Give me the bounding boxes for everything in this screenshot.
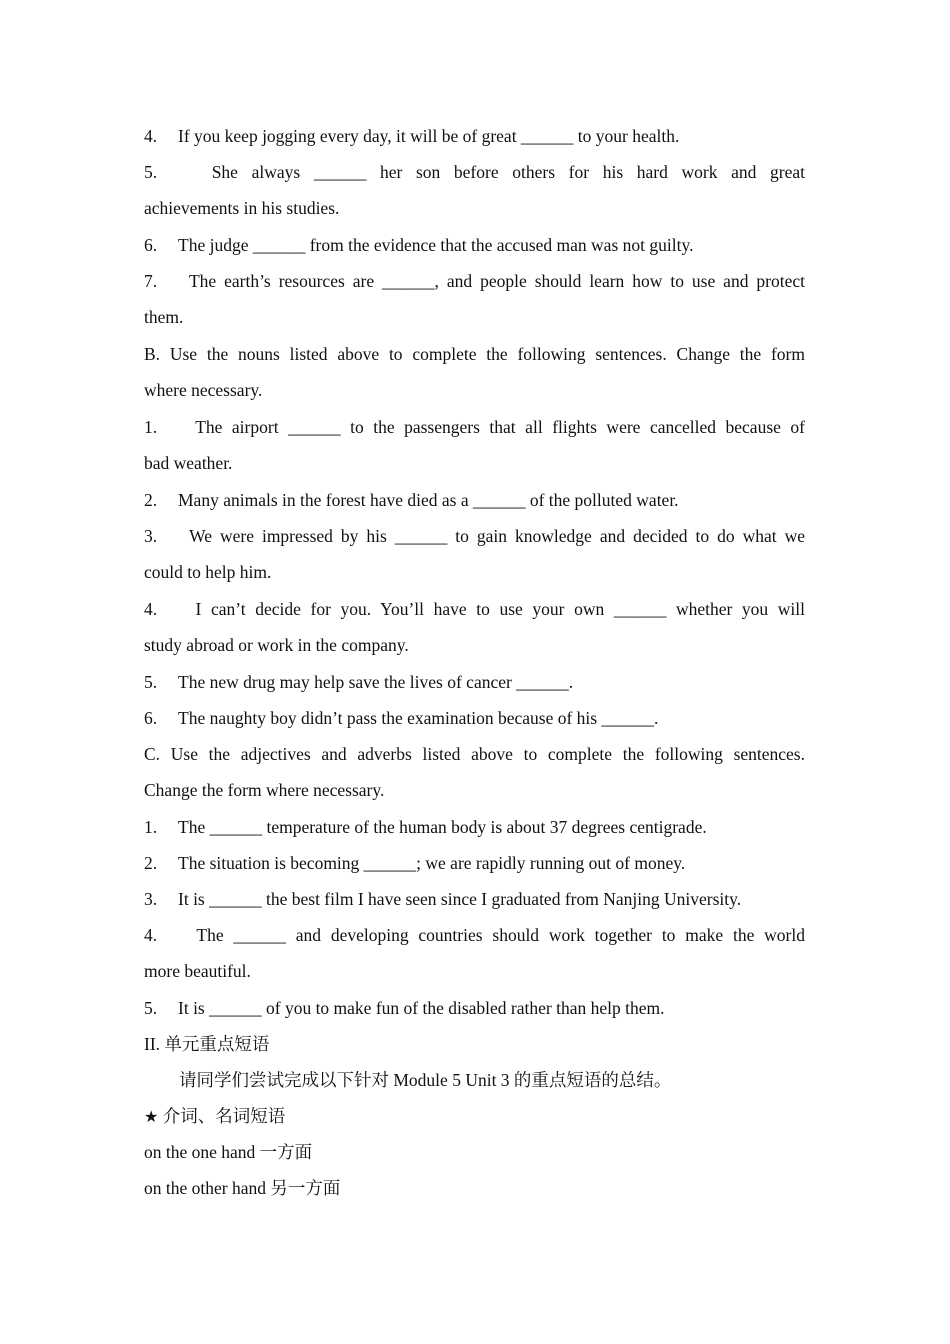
exercise-item [144, 518, 805, 554]
item-number: 5. [144, 672, 158, 692]
exercise-item [144, 263, 805, 299]
item-text: The ______ temperature of the human body is about 37 degrees centigrade. [178, 817, 707, 837]
section-b [144, 336, 805, 736]
item-text: The judge ______ from the evidence that the accused man was not guilty. [178, 235, 694, 255]
exercise-item [144, 845, 805, 881]
phrase-item: on the one hand 一方面 [144, 1142, 313, 1162]
item-text: She always ______ her son before others for his hard work and great [211, 162, 806, 182]
item-continuation: could to help him. [144, 562, 272, 582]
item-number: 3. [144, 889, 158, 909]
item-text: I can’t decide for you. You’ll have to use your own ______ whether you will [195, 599, 806, 619]
exercise-item [144, 118, 805, 154]
item-number: 7. [144, 271, 158, 291]
phrase-item: on the other hand 另一方面 [144, 1178, 341, 1198]
section-b-heading-cont: where necessary. [144, 380, 263, 400]
item-number: 6. [144, 235, 158, 255]
exercise-item [144, 700, 805, 736]
section-ii-heading: II. 单元重点短语 [144, 1034, 270, 1054]
section-c-heading: C. Use the adjectives and adverbs listed above to complete the following sentences. [144, 744, 805, 764]
section-b-heading: B. Use the nouns listed above to complete the following sentences. Change the form [144, 344, 805, 364]
item-text: The new drug may help save the lives of cancer ______. [178, 672, 574, 692]
item-text: The situation is becoming ______; we are rapidly running out of money. [178, 853, 686, 873]
section-ii [144, 1026, 805, 1206]
item-text: It is ______ the best film I have seen since I graduated from Nanjing University. [178, 889, 742, 909]
document-page [144, 118, 805, 1206]
exercise-item [144, 917, 805, 953]
item-text: Many animals in the forest have died as a ______ of the polluted water. [178, 490, 679, 510]
item-text: We were impressed by his ______ to gain knowledge and decided to do what we [189, 526, 805, 546]
section-ii-intro: 请同学们尝试完成以下针对 Module 5 Unit 3 的重点短语的总结。 [179, 1070, 672, 1090]
section-a-items [144, 118, 805, 336]
exercise-item [144, 809, 805, 845]
section-c [144, 736, 805, 1026]
item-continuation: them. [144, 307, 184, 327]
item-number: 2. [144, 490, 158, 510]
item-number: 4. [144, 126, 158, 146]
star-icon: ★ [144, 1107, 159, 1126]
exercise-item [144, 990, 805, 1026]
item-number: 1. [144, 817, 158, 837]
item-continuation: study abroad or work in the company. [144, 635, 409, 655]
item-number: 4. [144, 599, 158, 619]
item-number: 5. [144, 998, 158, 1018]
item-continuation: bad weather. [144, 453, 233, 473]
exercise-item [144, 881, 805, 917]
exercise-item [144, 591, 805, 627]
item-text: It is ______ of you to make fun of the disabled rather than help them. [178, 998, 665, 1018]
phrase-category [144, 1098, 805, 1134]
item-number: 6. [144, 708, 158, 728]
item-text: The naughty boy didn’t pass the examination because of his ______. [178, 708, 659, 728]
phrase-category-label: 介词、名词短语 [162, 1106, 286, 1126]
item-number: 2. [144, 853, 158, 873]
item-continuation: achievements in his studies. [144, 198, 340, 218]
item-number: 4. [144, 925, 158, 945]
item-text: The earth’s resources are ______, and people should learn how to use and protect [188, 271, 805, 291]
exercise-item [144, 154, 805, 190]
exercise-item [144, 409, 805, 445]
item-continuation: more beautiful. [144, 961, 251, 981]
item-number: 1. [144, 417, 158, 437]
exercise-item [144, 227, 805, 263]
exercise-item [144, 482, 805, 518]
section-c-heading-cont: Change the form where necessary. [144, 780, 385, 800]
exercise-item [144, 664, 805, 700]
item-text: If you keep jogging every day, it will be of great ______ to your health. [178, 126, 680, 146]
item-text: The ______ and developing countries should work together to make the world [196, 925, 805, 945]
item-text: The airport ______ to the passengers that all flights were cancelled because of [195, 417, 805, 437]
item-number: 5. [144, 162, 158, 182]
item-number: 3. [144, 526, 158, 546]
